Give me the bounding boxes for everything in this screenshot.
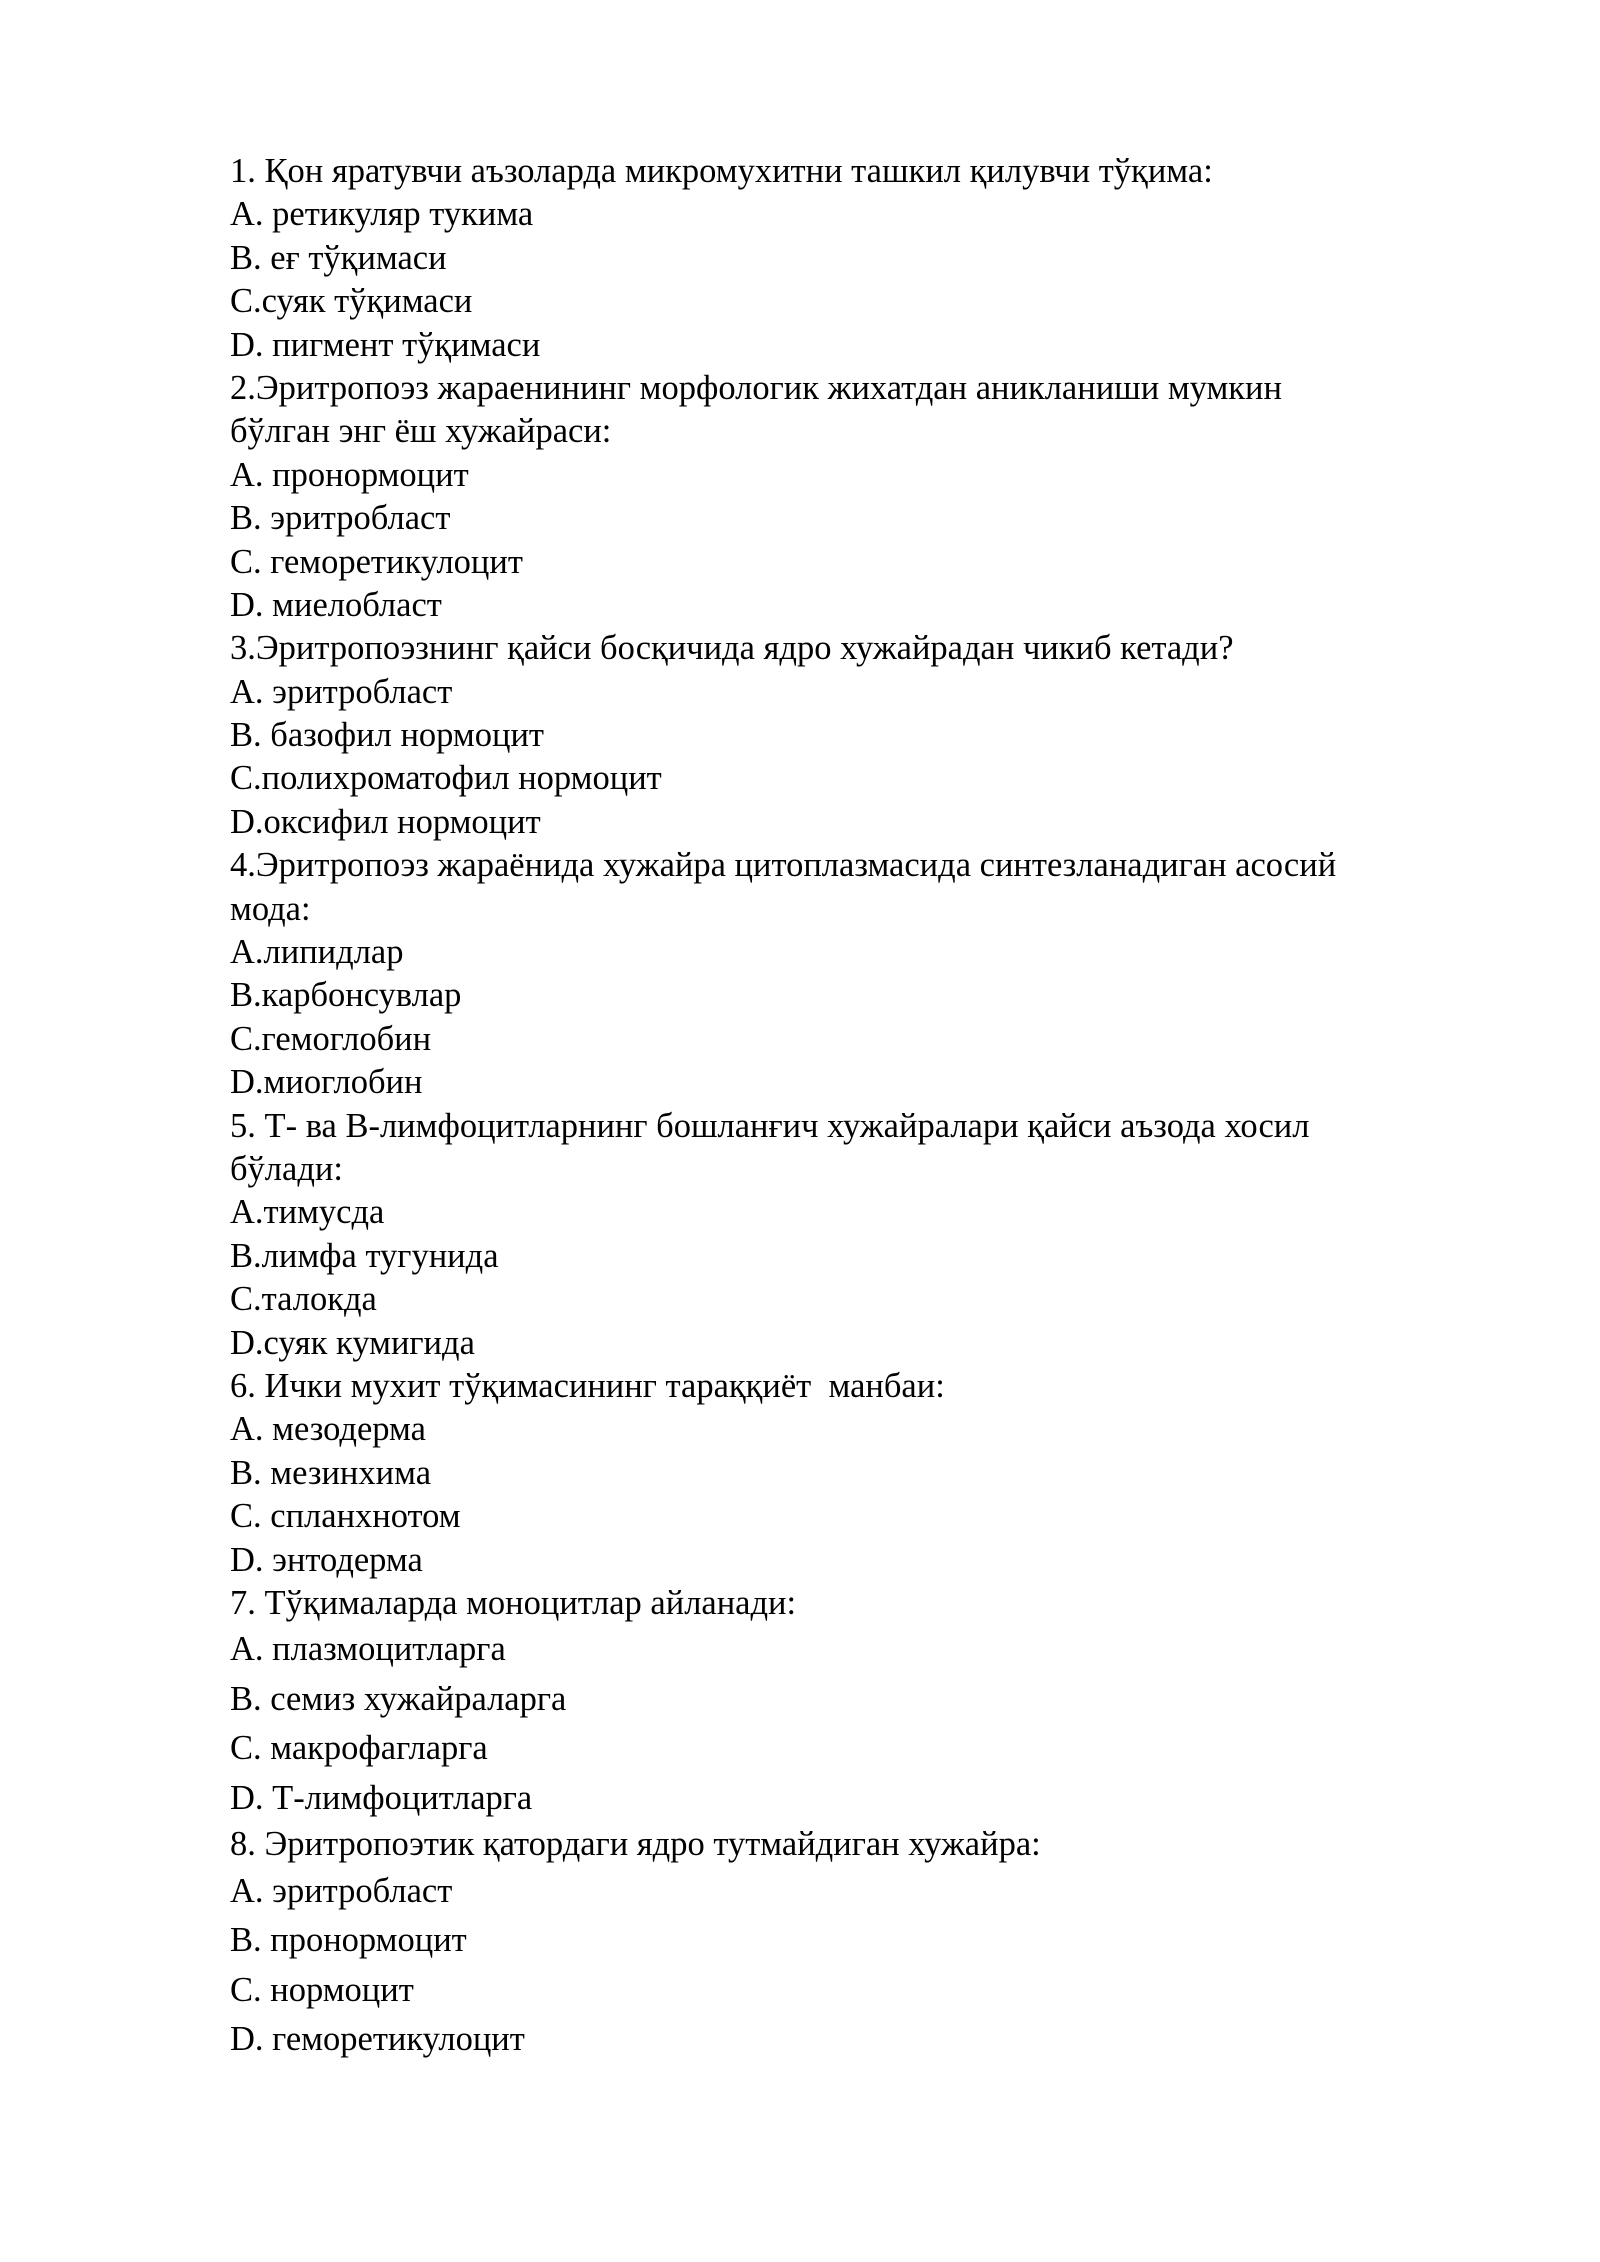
question-text-continued: бўлади: [230, 1149, 343, 1188]
answer-option-a: A. мезодерма [230, 1410, 426, 1449]
question-3 [230, 627, 1470, 844]
answer-option-d: D. пигмент тўқимаси [230, 325, 541, 364]
answer-option-c: C. спланхнотом [230, 1497, 461, 1536]
question-text-continued: мода: [230, 889, 311, 928]
answer-option-d: D.оксифил нормоцит [230, 802, 541, 841]
question-text: 5. Т- ва В-лимфоцитларнинг бошланғич хужайралари қайси аъзода хосил [230, 1106, 1310, 1145]
question-2 [230, 367, 1470, 627]
answer-option-d: D. миелобласт [230, 585, 442, 624]
answer-option-b: B. базофил нормоцит [230, 716, 544, 755]
question-text: 1. Қон яратувчи аъзоларда микромухитни ташкил қилувчи тўқима: [230, 152, 1213, 190]
answer-option-d: D.миоглобин [230, 1063, 423, 1102]
answer-option-d: D.суяк кумигида [230, 1323, 475, 1362]
answer-option-b: B. семиз хужайраларга [230, 1679, 567, 1718]
answer-option-c: C.талокда [230, 1280, 377, 1319]
answer-option-b: B.карбонсувлар [230, 976, 462, 1015]
question-7 [230, 1582, 1470, 1823]
question-1 [230, 150, 1470, 367]
answer-option-d: D. геморетикулоцит [230, 2020, 525, 2059]
answer-option-c: C. геморетикулоцит [230, 542, 523, 581]
answer-option-b: B. еғ тўқимаси [230, 238, 447, 277]
answer-option-c: C. макрофагларга [230, 1729, 488, 1768]
question-text: 2.Эритропоэз жараенининг морфологик жихатдан аникланиши мумкин [230, 368, 1282, 407]
question-6 [230, 1365, 1470, 1582]
answer-option-d: D. энтодерма [230, 1540, 423, 1579]
answer-option-a: A. пронормоцит [230, 455, 469, 494]
answer-option-a: A.тимусда [230, 1193, 385, 1232]
answer-option-c: C.суяк тўқимаси [230, 282, 473, 321]
question-text: 4.Эритропоэз жараёнида хужайра цитоплазмасида синтезланадиган асосий [230, 846, 1337, 885]
answer-option-c: C.полихроматофил нормоцит [230, 759, 662, 798]
answer-option-c: C.гемоглобин [230, 1019, 432, 1058]
answer-option-a: A. ретикуляр тукима [230, 195, 534, 234]
question-text: 8. Эритропоэтик қатордаги ядро тутмайдиган хужайра: [230, 1825, 1041, 1864]
answer-option-d: D. Т-лимфоцитларга [230, 1778, 533, 1817]
question-4 [230, 844, 1470, 1104]
question-5 [230, 1105, 1470, 1365]
answer-option-a: A. плазмоцитларга [230, 1630, 506, 1669]
question-list [230, 150, 1470, 2065]
answer-option-a: A. эритробласт [230, 1871, 453, 1910]
answer-option-b: B. пронормоцит [230, 1921, 467, 1960]
answer-option-b: B. мезинхима [230, 1453, 432, 1492]
question-text-continued: бўлган энг ёш хужайраси: [230, 412, 612, 451]
answer-option-b: B.лимфа тугунида [230, 1236, 499, 1275]
question-text: 7. Тўқималарда моноцитлар айланади: [230, 1583, 797, 1622]
answer-option-a: A. эритробласт [230, 672, 453, 711]
question-text: 6. Ички мухит тўқимасининг тараққиёт манбаи: [230, 1366, 945, 1405]
answer-option-b: B. эритробласт [230, 499, 451, 538]
answer-option-c: C. нормоцит [230, 1970, 414, 2009]
answer-option-a: A.липидлар [230, 933, 404, 972]
question-text: 3.Эритропоэзнинг қайси босқичида ядро хужайрадан чикиб кетади? [230, 629, 1234, 668]
question-8 [230, 1823, 1470, 2064]
